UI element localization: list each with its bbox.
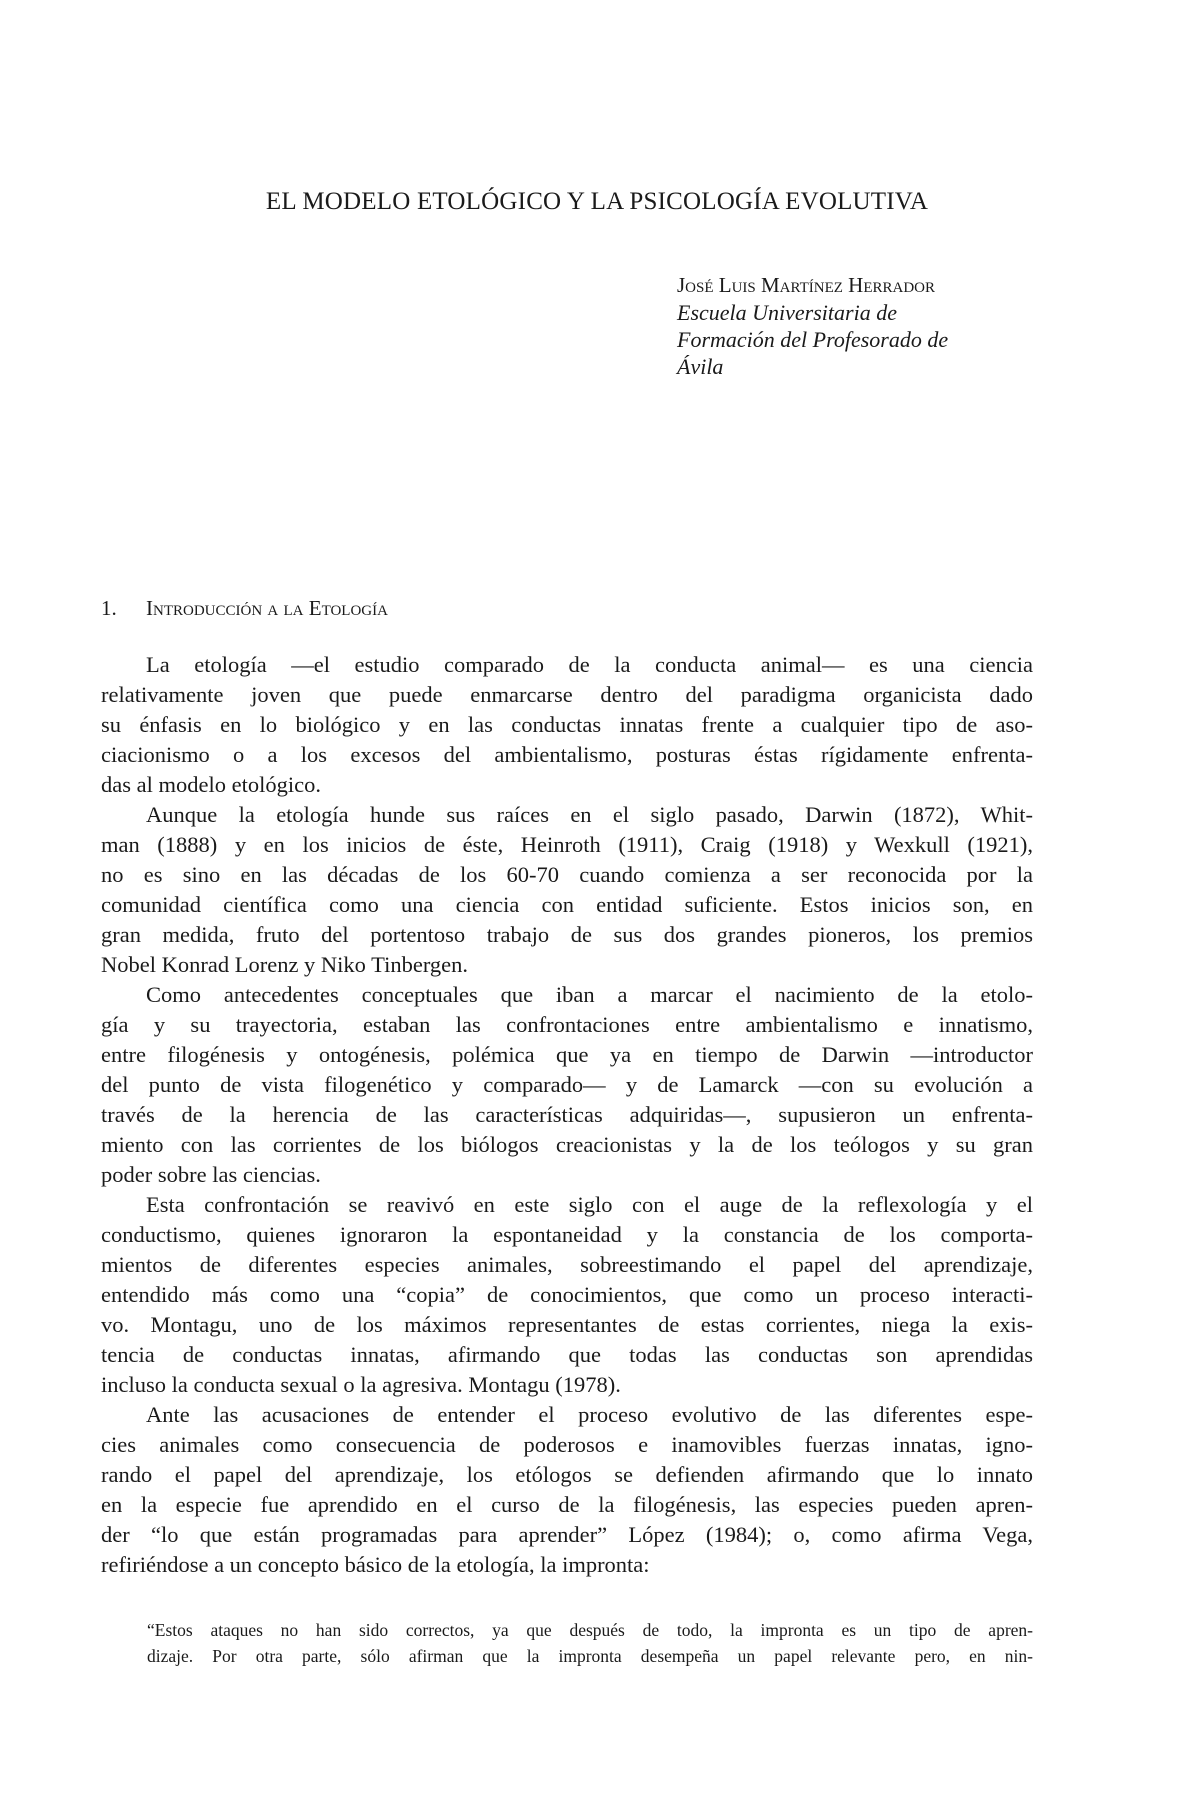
- body-text: [101, 650, 1033, 1580]
- text-line: través de la herencia de las características adquiridas—, supusieron un enfrenta-: [101, 1102, 1033, 1127]
- text-line: conductismo, quienes ignoraron la espontaneidad y la constancia de los comporta-: [101, 1222, 1033, 1247]
- text-line: gran medida, fruto del portentoso trabajo de sus dos grandes pioneros, los premios: [101, 922, 1033, 947]
- text-line: rando el papel del aprendizaje, los etólogos se defienden afirmando que lo innato: [101, 1462, 1033, 1487]
- text-line: entendido más como una “copia” de conocimientos, que como un proceso interacti-: [101, 1282, 1033, 1307]
- text-line: del punto de vista filogenético y comparado— y de Lamarck —con su evolución a: [101, 1072, 1033, 1097]
- text-line: Esta confrontación se reavivó en este siglo con el auge de la reflexología y el: [146, 1192, 1033, 1217]
- text-line: entre filogénesis y ontogénesis, polémica que ya en tiempo de Darwin —introductor: [101, 1042, 1033, 1067]
- text-line: Aunque la etología hunde sus raíces en el siglo pasado, Darwin (1872), Whit-: [146, 802, 1033, 827]
- text-line: comunidad científica como una ciencia con entidad suficiente. Estos inicios son, en: [101, 892, 1033, 917]
- text-line: miento con las corrientes de los biólogos creacionistas y la de los teólogos y su gran: [101, 1132, 1033, 1157]
- affiliation-line: Escuela Universitaria de: [677, 300, 897, 325]
- text-line: incluso la conducta sexual o la agresiva. Montagu (1978).: [101, 1372, 621, 1397]
- affiliation-line: Formación del Profesorado de: [677, 327, 949, 352]
- affiliation-line: Ávila: [677, 354, 724, 379]
- section-heading: [101, 596, 388, 621]
- paragraph: [101, 650, 1033, 800]
- paragraph: [101, 980, 1033, 1190]
- paragraph: [101, 1190, 1033, 1400]
- text-line: vo. Montagu, uno de los máximos representantes de estas corrientes, niega la exis-: [101, 1312, 1033, 1337]
- text-line: der “lo que están programadas para aprender” López (1984); o, como afirma Vega,: [101, 1522, 1033, 1547]
- text-line: Ante las acusaciones de entender el proceso evolutivo de las diferentes espe-: [146, 1402, 1033, 1427]
- text-line: refiriéndose a un concepto básico de la etología, la impronta:: [101, 1552, 650, 1577]
- text-line: Como antecedentes conceptuales que iban a marcar el nacimiento de la etolo-: [146, 982, 1033, 1007]
- block-quote: [147, 1617, 1033, 1669]
- section-number: 1.: [101, 596, 117, 620]
- article-title: EL MODELO ETOLÓGICO Y LA PSICOLOGÍA EVOLUTIVA: [265, 188, 929, 215]
- section-title: Introducción a la Etología: [146, 596, 388, 620]
- paragraph: [101, 1400, 1033, 1580]
- text-line: su énfasis en lo biológico y en las conductas innatas frente a cualquier tipo de aso-: [101, 712, 1033, 737]
- quote-line: “Estos ataques no han sido correctos, ya que después de todo, la impronta es un tipo de apren-: [147, 1620, 1033, 1640]
- text-line: tencia de conductas innatas, afirmando que todas las conductas son aprendidas: [101, 1342, 1033, 1367]
- quote-line: dizaje. Por otra parte, sólo afirman que la impronta desempeña un papel relevante pero, en nin-: [147, 1646, 1033, 1666]
- author-block: [677, 272, 948, 380]
- text-line: cies animales como consecuencia de poderosos e inamovibles fuerzas innatas, igno-: [101, 1432, 1033, 1457]
- text-line: mientos de diferentes especies animales, sobreestimando el papel del aprendizaje,: [101, 1252, 1033, 1277]
- text-line: das al modelo etológico.: [101, 772, 321, 797]
- text-line: relativamente joven que puede enmarcarse dentro del paradigma organicista dado: [101, 682, 1033, 707]
- text-line: en la especie fue aprendido en el curso de la filogénesis, las especies pueden apren-: [101, 1492, 1033, 1517]
- text-line: poder sobre las ciencias.: [101, 1162, 321, 1187]
- text-line: man (1888) y en los inicios de éste, Heinroth (1911), Craig (1918) y Wexkull (1921),: [101, 832, 1033, 857]
- paragraph: [101, 800, 1033, 980]
- text-line: gía y su trayectoria, estaban las confrontaciones entre ambientalismo e innatismo,: [101, 1012, 1033, 1037]
- text-line: ciacionismo o a los excesos del ambientalismo, posturas éstas rígidamente enfrenta-: [101, 742, 1033, 767]
- text-line: Nobel Konrad Lorenz y Niko Tinbergen.: [101, 952, 469, 977]
- author-name: José Luis Martínez Herrador: [677, 273, 936, 297]
- text-line: no es sino en las décadas de los 60-70 cuando comienza a ser reconocida por la: [101, 862, 1033, 887]
- text-line: La etología —el estudio comparado de la conducta animal— es una ciencia: [146, 652, 1033, 677]
